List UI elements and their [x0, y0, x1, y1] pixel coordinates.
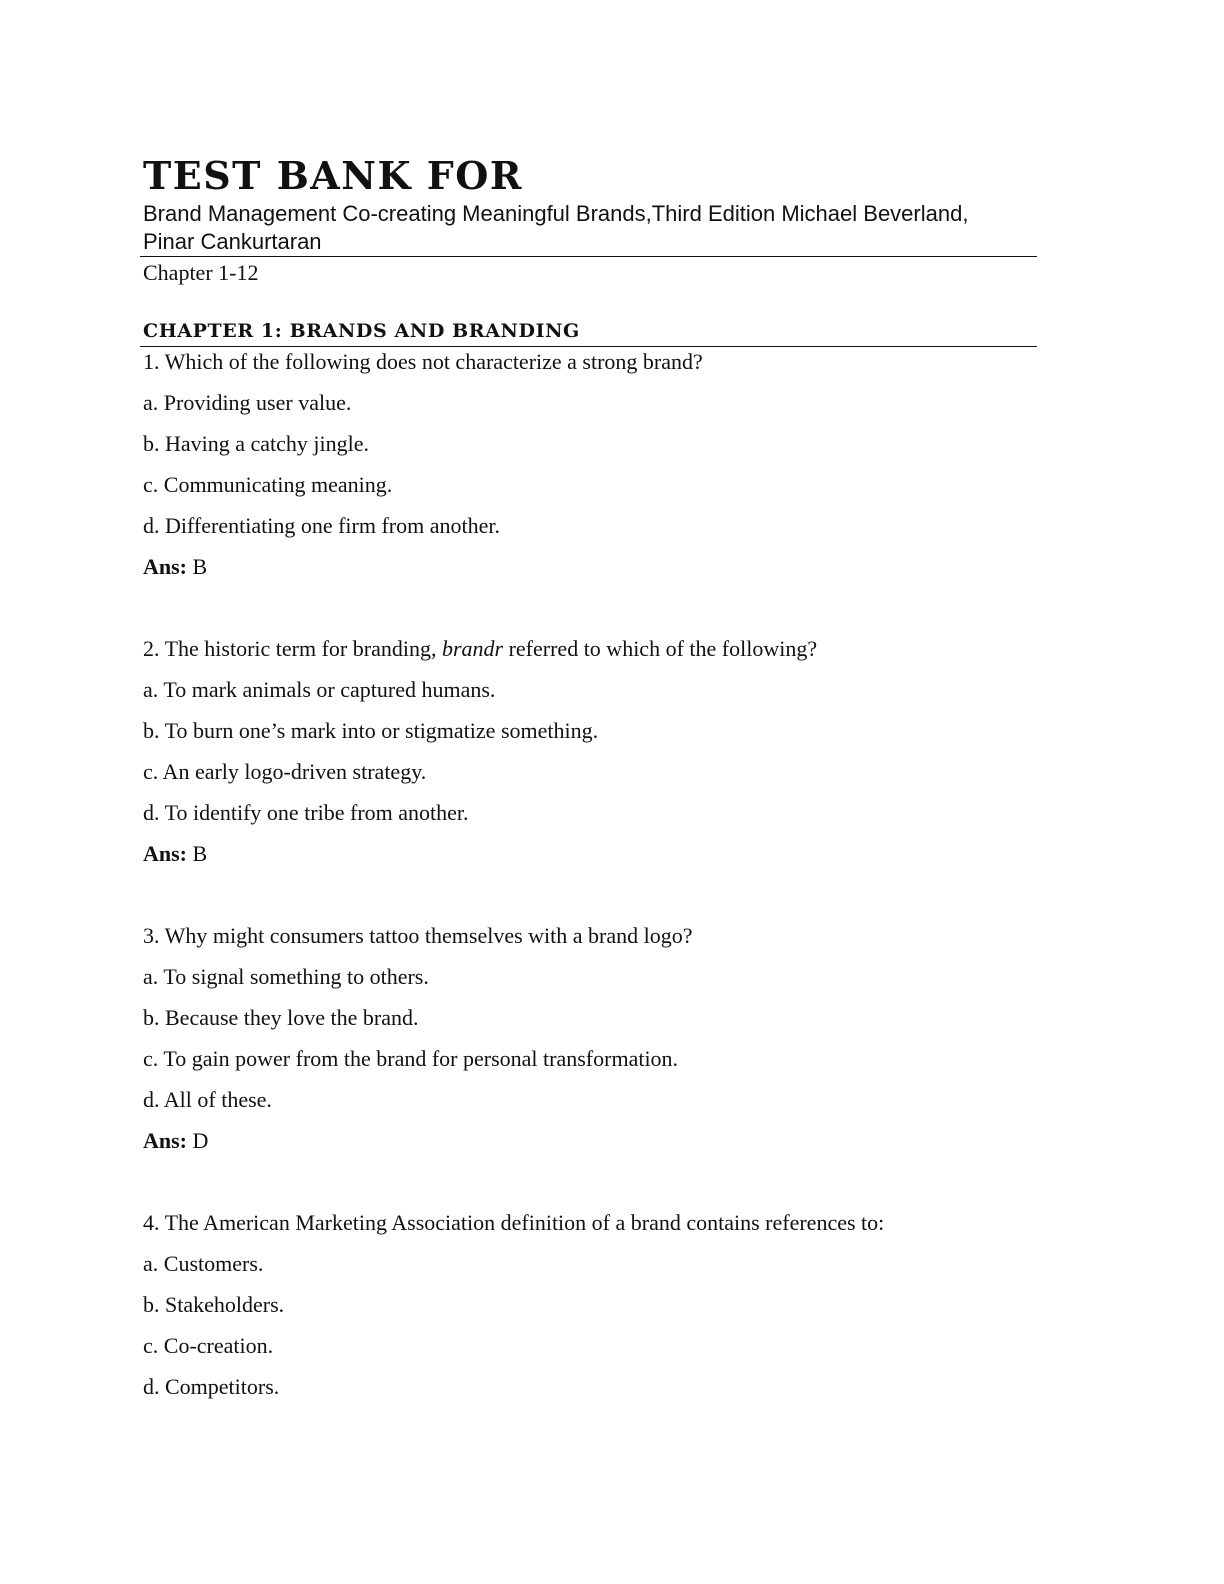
answer-value: B — [192, 554, 208, 579]
answer-option: a. Customers. — [143, 1251, 264, 1276]
question-4 — [143, 1209, 1043, 1414]
answer-option: a. Providing user value. — [143, 390, 352, 415]
question-stem — [143, 635, 1043, 676]
answer-value: B — [192, 841, 208, 866]
question-2 — [143, 635, 1043, 881]
chapter-divider — [140, 346, 1037, 347]
chapter-range: Chapter 1-12 — [143, 260, 259, 285]
answer-option: b. Because they love the brand. — [143, 1005, 419, 1030]
answer-option: c. Co-creation. — [143, 1333, 274, 1358]
answer-option: d. All of these. — [143, 1087, 272, 1112]
answer-option: a. To mark animals or captured humans. — [143, 677, 496, 702]
answer-option: b. Stakeholders. — [143, 1292, 285, 1317]
question-stem-end: referred to which of the following? — [503, 636, 818, 661]
chapter-heading: CHAPTER 1: BRANDS AND BRANDING — [143, 320, 580, 342]
answer-option: b. To burn one’s mark into or stigmatize something. — [143, 718, 599, 743]
document-title: TEST BANK FOR — [143, 153, 523, 198]
book-subtitle: Brand Management Co-creating Meaningful Brands,Third Edition Michael Beverland, Pinar Cankurtaran — [143, 201, 969, 254]
answer-option: b. Having a catchy jingle. — [143, 431, 370, 456]
question-stem: 1. Which of the following does not characterize a strong brand? — [143, 349, 703, 374]
answer-label: Ans: — [143, 1128, 188, 1153]
answer-key — [143, 1127, 1043, 1168]
answer-value: D — [192, 1128, 209, 1153]
answer-option: c. An early logo-driven strategy. — [143, 759, 427, 784]
question-3 — [143, 922, 1043, 1168]
answer-label: Ans: — [143, 554, 188, 579]
answer-label: Ans: — [143, 841, 188, 866]
question-stem-start: 2. The historic term for branding, — [143, 636, 442, 661]
answer-option: a. To signal something to others. — [143, 964, 429, 989]
answer-option: d. Competitors. — [143, 1374, 280, 1399]
answer-option: c. Communicating meaning. — [143, 472, 393, 497]
question-stem-italic-term: brandr — [441, 636, 504, 661]
question-list — [143, 348, 1043, 1455]
answer-key — [143, 553, 1043, 594]
answer-option: d. Differentiating one firm from another. — [143, 513, 500, 538]
question-stem: 3. Why might consumers tattoo themselves with a brand logo? — [143, 923, 693, 948]
answer-option: d. To identify one tribe from another. — [143, 800, 469, 825]
answer-option: c. To gain power from the brand for personal transformation. — [143, 1046, 679, 1071]
header-divider — [140, 256, 1037, 257]
question-1 — [143, 348, 1043, 594]
question-stem: 4. The American Marketing Association definition of a brand contains references to: — [143, 1210, 885, 1235]
answer-key — [143, 840, 1043, 881]
